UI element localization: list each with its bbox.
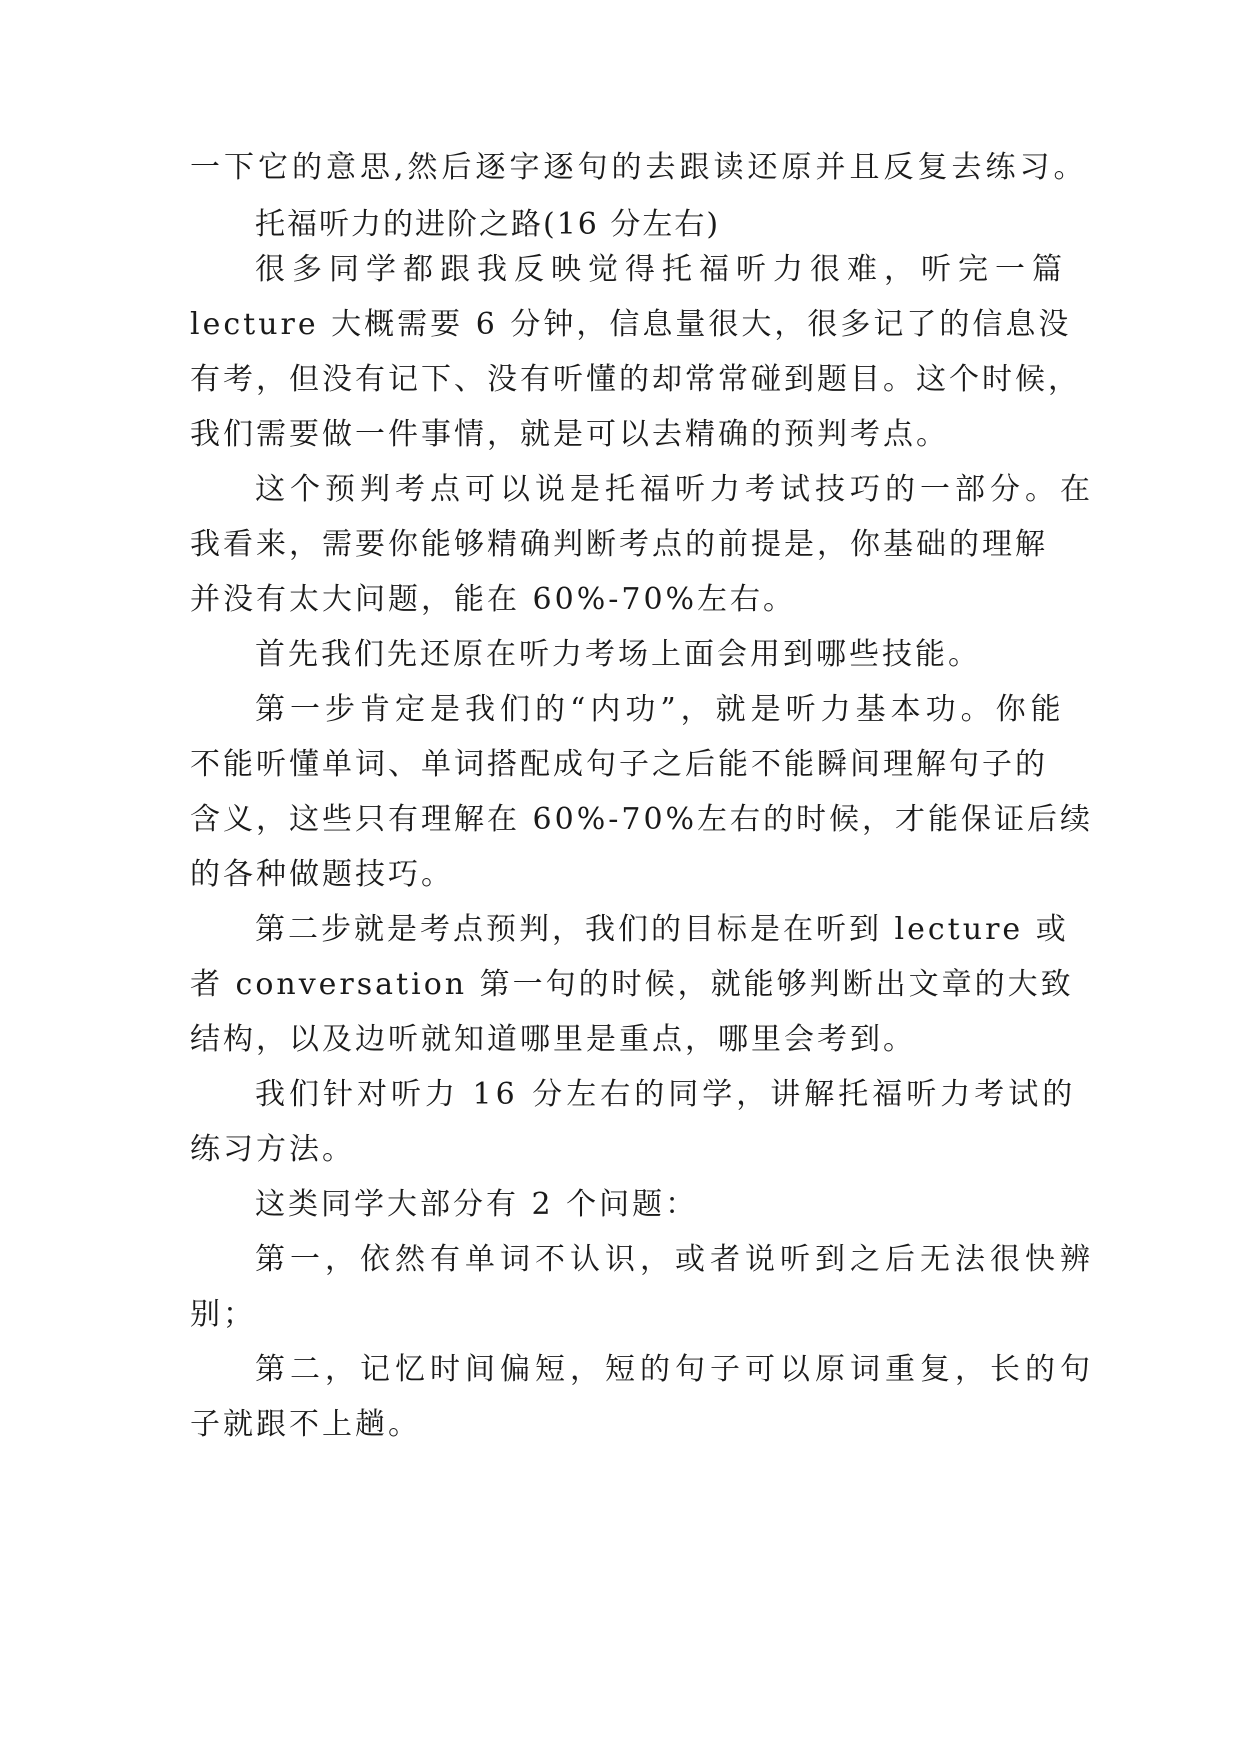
text-line-11: 第一步肯定是我们的“内功”，就是听力基本功。你能	[255, 692, 1066, 727]
text-line-20: 这类同学大部分有 2 个问题：	[255, 1187, 699, 1222]
text-line-4: lecture 大概需要 6 分钟，信息量很大，很多记了的信息没	[190, 307, 1072, 342]
text-line-8: 我看来，需要你能够精确判断考点的前提是，你基础的理解	[190, 527, 1048, 562]
text-line-12: 不能听懂单词、单词搭配成句子之后能不能瞬间理解句子的	[190, 747, 1048, 782]
text-line-13: 含义，这些只有理解在 60%-70%左右的时候，才能保证后续	[190, 802, 1094, 837]
text-line-9: 并没有太大问题，能在 60%-70%左右。	[190, 582, 797, 617]
text-line-16: 者 conversation 第一句的时候，就能够判断出文章的大致	[190, 967, 1074, 1002]
section-heading: 托福听力的进阶之路(16 分左右)	[255, 207, 721, 242]
text-line-19: 练习方法。	[190, 1132, 355, 1167]
text-line-14: 的各种做题技巧。	[190, 857, 454, 892]
text-line-18: 我们针对听力 16 分左右的同学，讲解托福听力考试的	[255, 1077, 1077, 1112]
text-line-7: 这个预判考点可以说是托福听力考试技巧的一部分。在	[255, 472, 1095, 507]
text-line-10: 首先我们先还原在听力考场上面会用到哪些技能。	[255, 637, 981, 672]
text-line-17: 结构，以及边听就知道哪里是重点，哪里会考到。	[190, 1022, 916, 1057]
text-line-5: 有考，但没有记下、没有听懂的却常常碰到题目。这个时候，	[190, 362, 1081, 397]
text-line-21: 第一，依然有单词不认识，或者说听到之后无法很快辨	[255, 1242, 1095, 1277]
text-line-22: 别；	[190, 1297, 256, 1332]
text-line-23: 第二，记忆时间偏短，短的句子可以原词重复，长的句	[255, 1352, 1095, 1387]
text-line-15: 第二步就是考点预判，我们的目标是在听到 lecture 或	[255, 912, 1069, 947]
text-line-1: 一下它的意思,然后逐字逐句的去跟读还原并且反复去练习。	[190, 150, 1088, 185]
text-line-24: 子就跟不上趟。	[190, 1407, 421, 1442]
text-line-3: 很多同学都跟我反映觉得托福听力很难，听完一篇	[255, 252, 1069, 287]
text-line-6: 我们需要做一件事情，就是可以去精确的预判考点。	[190, 417, 949, 452]
